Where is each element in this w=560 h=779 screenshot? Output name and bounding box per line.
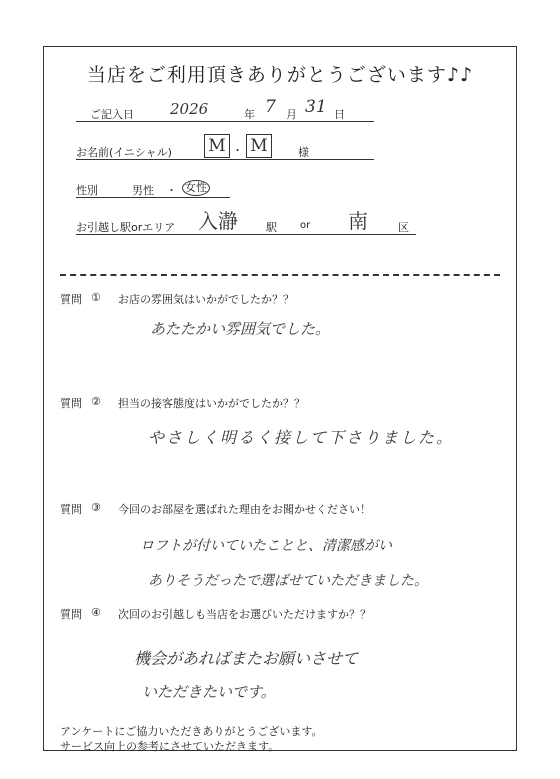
month-value: 7 bbox=[265, 97, 276, 117]
question-1-label: 質問 bbox=[60, 293, 82, 306]
gender-female: 女性 bbox=[182, 180, 210, 196]
section-divider bbox=[60, 274, 500, 276]
station-unit: 駅 bbox=[266, 221, 277, 234]
question-1-number: ① bbox=[91, 291, 101, 304]
year-value: 2026 bbox=[170, 100, 209, 118]
question-3-number: ③ bbox=[91, 501, 101, 514]
initial-separator: ・ bbox=[232, 144, 243, 157]
day-unit: 日 bbox=[334, 108, 345, 121]
date-label: ご記入日 bbox=[90, 108, 134, 121]
answer-4-line-1: 機会があればまたお願いさせて bbox=[134, 649, 359, 668]
area-label: お引越し駅orエリア bbox=[76, 221, 176, 234]
answer-1-line-1: あたたかい雰囲気でした。 bbox=[150, 320, 331, 338]
answer-4-line-2: いただきたいです。 bbox=[142, 683, 276, 701]
initial-box-2: M bbox=[246, 134, 272, 158]
question-4-number: ④ bbox=[91, 606, 101, 619]
station-value: 入瀞 bbox=[198, 209, 238, 233]
name-suffix: 様 bbox=[298, 146, 309, 159]
page-title: 当店をご利用頂きありがとうございます♪♪ bbox=[86, 64, 474, 86]
gender-male: 男性 bbox=[132, 184, 154, 197]
name-underline bbox=[76, 159, 374, 160]
question-2-label: 質問 bbox=[60, 397, 82, 410]
ward-value: 南 bbox=[348, 209, 368, 233]
or-text: or bbox=[300, 220, 311, 231]
question-1-text: お店の雰囲気はいかがでしたか？？ bbox=[118, 293, 294, 306]
question-3-text: 今回のお部屋を選ばれた理由をお聞かせください！ bbox=[118, 503, 371, 516]
day-value: 31 bbox=[305, 97, 327, 117]
gender-separator: ・ bbox=[166, 184, 177, 197]
answer-3-line-1: ロフトが付いていたことと、清潔感がい bbox=[140, 538, 392, 554]
name-label: お名前(イニシャル) bbox=[76, 146, 172, 159]
answer-2-line-1: やさしく明るく接して下さりました。 bbox=[148, 428, 455, 447]
question-2-text: 担当の接客態度はいかがでしたか？？ bbox=[118, 397, 305, 410]
gender-label: 性別 bbox=[76, 184, 98, 197]
ward-unit: 区 bbox=[398, 221, 409, 234]
footer-line-2: サービス向上の参考にさせていただきます。 bbox=[60, 740, 280, 753]
question-3-label: 質問 bbox=[60, 503, 82, 516]
question-2-number: ② bbox=[91, 395, 101, 408]
question-4-label: 質問 bbox=[60, 608, 82, 621]
footer-line-1: アンケートにご協力いただきありがとうございます。 bbox=[60, 725, 323, 738]
area-underline bbox=[76, 234, 416, 235]
initial-box-1: M bbox=[204, 134, 230, 158]
gender-female-wrap bbox=[182, 180, 210, 196]
answer-3-line-2: ありそうだったで選ばせていただきました。 bbox=[148, 573, 428, 589]
year-unit: 年 bbox=[244, 108, 255, 121]
date-underline bbox=[76, 121, 374, 122]
question-4-text: 次回のお引越しも当店をお選びいただけますか？？ bbox=[118, 608, 371, 621]
month-unit: 月 bbox=[286, 108, 297, 121]
